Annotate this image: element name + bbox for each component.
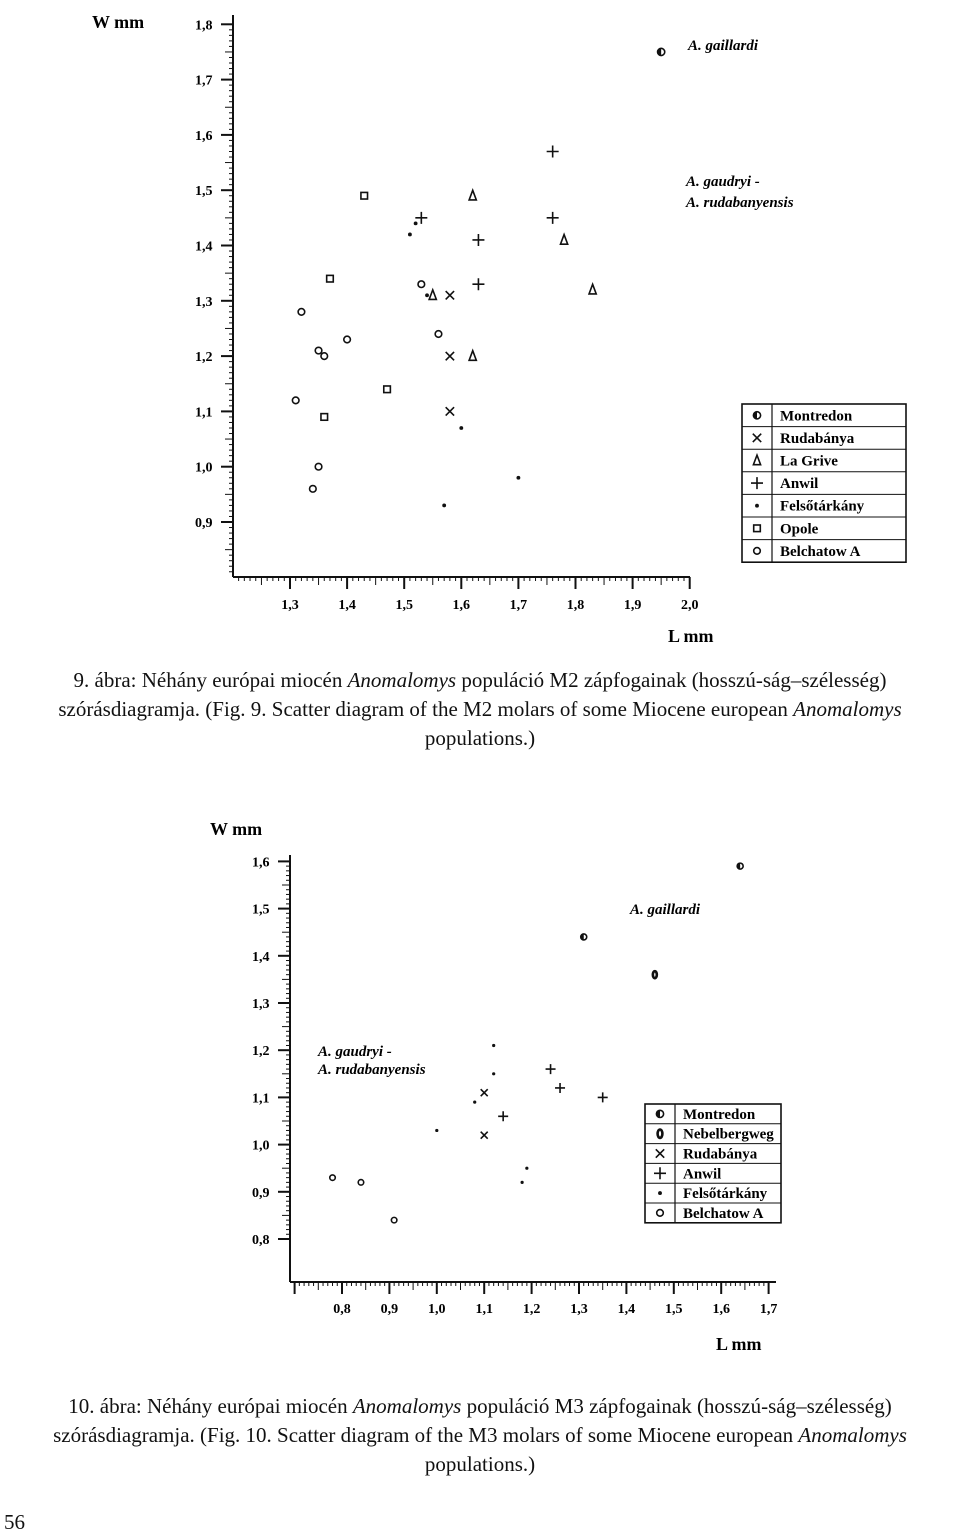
y-tick-label: 1,1 [252, 1091, 270, 1107]
data-point [658, 48, 665, 55]
data-point [344, 336, 351, 343]
legend-label: Rudabánya [683, 1146, 758, 1163]
x-tick-label: 1,4 [338, 598, 356, 613]
legend-label: Felsőtárkány [780, 498, 865, 515]
y-tick-label: 0,9 [195, 516, 213, 531]
data-point [391, 1217, 397, 1223]
caption-genus: Anomalomys [793, 697, 902, 721]
x-tick-label: 1,3 [281, 598, 299, 613]
legend-label: Belchatow A [683, 1205, 764, 1222]
series-square [321, 192, 390, 420]
data-point [321, 414, 328, 421]
series-zero [653, 971, 657, 978]
x-tick-label: 1,7 [509, 598, 528, 613]
annotation-label: A. rudabanyensis [318, 1062, 426, 1078]
data-point [298, 309, 305, 316]
series-circle [330, 1175, 397, 1223]
y-axis-label: W mm [92, 12, 145, 32]
legend-label: Nebelbergweg [683, 1126, 774, 1143]
caption-text: populáció M3 zápfogainak (hosszú-ság–szélesség) szórásdiagramja. (Fig. 10. Scatter diagram of the M3 molars of some Miocene european [53, 1394, 892, 1447]
caption-genus: Anomalomys [798, 1423, 907, 1447]
tick-labels [195, 18, 698, 613]
legend-label: La Grive [780, 453, 838, 470]
data-point [555, 1083, 565, 1093]
y-tick-label: 1,5 [252, 902, 270, 918]
caption-text: populations.) [424, 1452, 536, 1476]
tick-labels [252, 855, 777, 1317]
legend-marker [658, 1191, 662, 1195]
data-point [481, 1089, 488, 1096]
y-tick-label: 1,3 [252, 997, 270, 1012]
data-point [310, 486, 317, 493]
series-half-filled-circle [658, 48, 665, 55]
annotation-label: A. gaudryi - [686, 174, 760, 190]
y-tick-label: 1,2 [195, 350, 213, 366]
data-point [415, 212, 427, 224]
data-point [737, 863, 743, 869]
data-point [498, 1111, 508, 1121]
legend [645, 1104, 781, 1223]
x-tick-label: 1,2 [522, 1302, 541, 1317]
legend-label: Anwil [780, 476, 819, 493]
legend-label: Montredon [780, 408, 853, 425]
x-axis-label: L mm [716, 1334, 762, 1354]
data-point [384, 386, 391, 393]
data-point [598, 1092, 608, 1102]
x-tick-label: 1,5 [665, 1302, 683, 1317]
x-tick-label: 1,8 [566, 598, 585, 613]
y-tick-label: 1,6 [252, 855, 270, 871]
series-plus [498, 1064, 608, 1121]
scatter-chart-fig9 [0, 0, 960, 660]
axes [221, 15, 690, 589]
y-tick-label: 1,6 [195, 128, 213, 144]
x-tick-label: 1,9 [623, 598, 642, 613]
data-point [321, 353, 328, 360]
annotation-label: A. gaillardi [688, 38, 759, 54]
data-point [472, 278, 484, 290]
legend-label: Belchatow A [780, 543, 861, 560]
data-point [327, 275, 334, 282]
data-point [418, 281, 425, 288]
series-x [446, 291, 454, 416]
data-point [442, 503, 446, 507]
y-tick-label: 1,0 [195, 460, 213, 476]
caption-genus: Anomalomys [347, 668, 457, 692]
y-tick-label: 1,7 [195, 73, 213, 89]
x-tick-label: 1,7 [759, 1302, 778, 1317]
series-triangle [429, 190, 596, 360]
x-tick-label: 0,9 [380, 1302, 399, 1317]
x-tick-label: 1,1 [475, 1302, 493, 1317]
y-minor-ticks [221, 24, 233, 571]
data-point [446, 291, 454, 299]
caption-text: populations.) [424, 726, 536, 750]
y-tick-label: 1,3 [195, 294, 213, 310]
caption-text: populáció M2 zápfogainak (hosszú-ság–szélesség) szórásdiagramja. (Fig. 9. Scatter diagram of the M2 molars of some Miocene european [58, 668, 887, 721]
x-tick-label: 1,4 [617, 1302, 636, 1317]
x-tick-label: 1,5 [395, 598, 413, 613]
data-point [469, 190, 476, 200]
x-tick-label: 1,6 [452, 598, 471, 613]
caption-text: 9. ábra: Néhány európai miocén [73, 668, 348, 692]
legend-label: Rudabánya [780, 430, 855, 447]
legend-box [742, 404, 906, 562]
data-point [560, 235, 567, 245]
x-minor-ticks [295, 1282, 769, 1294]
y-minor-ticks [278, 861, 290, 1239]
legend-marker [755, 504, 759, 508]
data-point [525, 1167, 528, 1170]
data-point [469, 351, 476, 361]
series-x [481, 1089, 488, 1138]
data-point [547, 212, 559, 224]
data-point [521, 1181, 524, 1184]
data-point [425, 293, 429, 297]
data-point [653, 971, 657, 978]
annotation-label: A. rudabanyensis [686, 195, 794, 211]
legend-marker [656, 1110, 663, 1117]
data-point [435, 331, 442, 338]
y-tick-label: 1,2 [252, 1044, 270, 1060]
annotation-label: A. gaudryi - [318, 1044, 392, 1060]
x-tick-label: 2,0 [680, 598, 699, 613]
y-tick-label: 1,4 [252, 949, 270, 965]
legend-label: Felsőtárkány [683, 1186, 768, 1203]
legend-label: Anwil [683, 1166, 722, 1183]
data-point [473, 1101, 476, 1104]
x-tick-label: 1,6 [712, 1302, 730, 1317]
data-point [292, 397, 299, 404]
y-tick-label: 1,5 [195, 184, 213, 200]
y-axis-label: W mm [210, 819, 263, 839]
data-point [492, 1072, 495, 1075]
annotation-label: A. gaillardi [630, 902, 701, 918]
x-tick-label: 0,8 [333, 1302, 351, 1317]
data-point [589, 284, 596, 294]
x-minor-ticks [239, 577, 690, 589]
y-tick-label: 1,8 [195, 18, 213, 34]
y-tick-label: 0,9 [252, 1185, 270, 1201]
series-dot [435, 1044, 528, 1184]
data-point [459, 426, 463, 430]
scatter-chart-fig10 [0, 800, 960, 1380]
data-point [414, 221, 418, 225]
data-point [429, 290, 436, 300]
data-point [330, 1175, 336, 1181]
page-number: 56 [4, 1510, 25, 1534]
data-point [546, 1064, 556, 1074]
data-point [481, 1132, 488, 1139]
caption-genus: Anomalomys [352, 1394, 462, 1418]
legend-label: Opole [780, 521, 819, 538]
data-point [492, 1044, 495, 1047]
y-tick-label: 1,4 [195, 239, 213, 255]
caption-text: 10. ábra: Néhány európai miocén [68, 1394, 353, 1418]
data-point [315, 347, 322, 354]
data-point [516, 476, 520, 480]
series-circle [292, 281, 441, 492]
data-point [446, 352, 454, 360]
data-point [581, 934, 587, 940]
y-tick-label: 1,0 [252, 1138, 270, 1154]
figure-caption-9 [40, 666, 920, 753]
data-point [358, 1180, 364, 1186]
data-point [435, 1129, 438, 1132]
data-point [446, 407, 454, 415]
data-point [547, 145, 559, 157]
x-tick-label: 1,0 [428, 1302, 446, 1317]
legend [742, 404, 906, 562]
y-tick-label: 1,1 [195, 405, 213, 421]
data-point [472, 234, 484, 246]
series-plus [415, 145, 558, 290]
legend-marker [753, 412, 760, 419]
data-points [292, 48, 664, 507]
legend-label: Montredon [683, 1106, 756, 1123]
y-tick-label: 0,8 [252, 1233, 270, 1248]
figure-caption-10 [20, 1392, 940, 1479]
x-tick-label: 1,3 [570, 1302, 588, 1317]
series-dot [408, 221, 520, 507]
data-point [361, 192, 368, 199]
x-axis-label: L mm [668, 626, 714, 646]
data-point [315, 463, 322, 470]
data-point [408, 233, 412, 237]
